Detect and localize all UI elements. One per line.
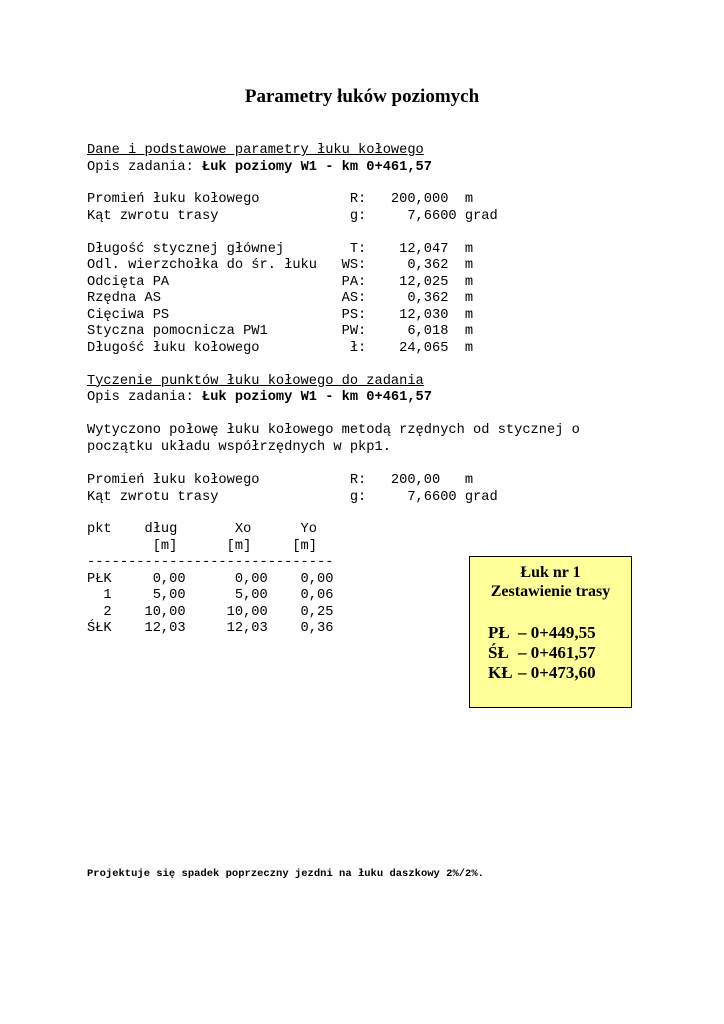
element-line: Długość łuku kołowego ł: 24,065 m [87, 340, 474, 356]
section2-description [87, 423, 580, 456]
param-line: Kąt zwrotu trasy g: 7,6600 grad [87, 489, 498, 505]
section2-task-value: Łuk poziomy W1 - km 0+461,57 [202, 390, 432, 405]
page-title: Parametry łuków poziomych [244, 86, 480, 107]
section1-task-value: Łuk poziomy W1 - km 0+461,57 [202, 159, 432, 175]
element-line: Odl. wierzchołka do śr. łuku WS: 0,362 m [87, 258, 474, 273]
description-line: początku układu współrzędnych w pkp1. [87, 439, 391, 455]
summary-value: – 0+473,60 [518, 663, 596, 682]
section1-task [87, 160, 432, 177]
section1-params [87, 192, 498, 225]
table-header-units: [m] [m] [m] [87, 538, 317, 554]
element-line: Długość stycznej głównej T: 12,047 m [87, 241, 474, 257]
summary-key: PŁ [488, 623, 510, 642]
table-header-row: pkt dług Xo Yo [87, 522, 317, 537]
param-line: Promień łuku kołowego R: 200,00 m [87, 473, 474, 488]
section1-header-text: Dane i podstawowe parametry łuku kołowego [87, 143, 424, 158]
section2-params [87, 473, 498, 506]
table-row: PŁK 0,00 0,00 0,00 [87, 571, 334, 587]
element-line: Cięciwa PS PS: 12,030 m [87, 307, 474, 323]
element-line: Rzędna AS AS: 0,362 m [87, 291, 474, 306]
summary-key: KŁ [488, 663, 513, 682]
summary-row-pl [488, 623, 596, 643]
table-row: 2 10,00 10,00 0,25 [87, 604, 334, 620]
table-row: 1 5,00 5,00 0,06 [87, 588, 334, 603]
section2-task [87, 390, 432, 407]
section2-header-text: Tyczenie punktów łuku kołowego do zadania [87, 373, 424, 389]
summary-value: – 0+449,55 [518, 623, 596, 642]
description-line: Wytyczono połowę łuku kołowego metodą rzędnych od stycznej o [87, 423, 580, 438]
element-line: Odcięta PA PA: 12,025 m [87, 274, 474, 290]
cross-slope-note: Projektuje się spadek poprzeczny jezdni na łuku daszkowy 2%/2%. [87, 868, 484, 880]
summary-row-kl [488, 663, 596, 683]
section1-elements [87, 242, 473, 358]
section2-task-label: Opis zadania: [87, 390, 202, 405]
section1-header [87, 143, 424, 160]
points-table [87, 522, 333, 638]
summary-subtitle: Zestawienie trasy [490, 583, 611, 600]
table-row: ŚŁK 12,03 12,03 0,36 [87, 621, 334, 636]
param-line: Kąt zwrotu trasy g: 7,6600 grad [87, 208, 498, 224]
section2-header [87, 374, 424, 391]
param-line: Promień łuku kołowego R: 200,000 m [87, 192, 474, 207]
summary-title: Łuk nr 1 [520, 564, 581, 581]
element-line: Styczna pomocnicza PW1 PW: 6,018 m [87, 324, 474, 339]
summary-key: ŚŁ [488, 643, 509, 662]
summary-row-sl [488, 643, 596, 663]
table-separator: ------------------------------ [87, 555, 334, 570]
summary-value: – 0+461,57 [518, 643, 596, 662]
route-summary-box [469, 556, 632, 708]
section1-task-label: Opis zadania: [87, 159, 202, 175]
